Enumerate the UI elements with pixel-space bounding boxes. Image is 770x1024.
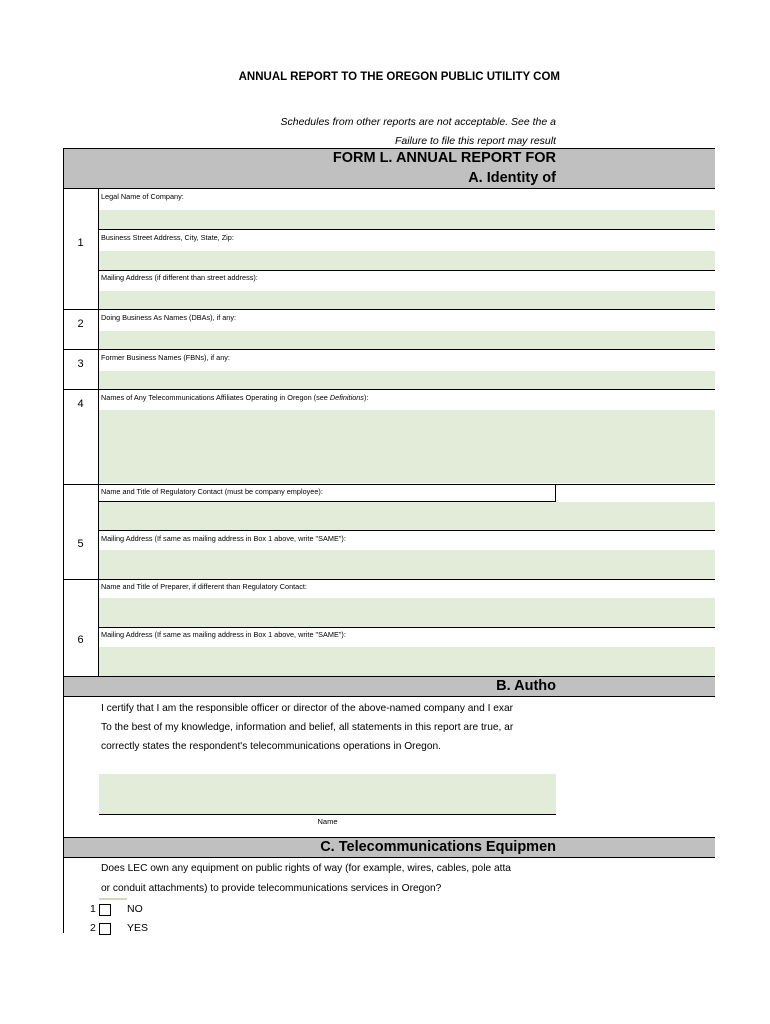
fbn-input[interactable] [99,371,715,389]
equipment-question-line-2: or conduit attachments) to provide telecommunications services in Oregon? [101,883,442,894]
report-title: ANNUAL REPORT TO THE OREGON PUBLIC UTILITY COM [238,71,560,83]
no-checkbox[interactable] [99,904,111,916]
yes-label: YES [127,922,149,934]
no-label: NO [127,903,143,915]
field-label-preparer-mailing: Mailing Address (If same as mailing address in Box 1 above, write "SAME"): [101,630,346,639]
header-note-2: Failure to file this report may result [394,135,556,147]
row-number-3: 3 [77,358,84,370]
option-number-2: 2 [90,922,96,934]
dba-input[interactable] [99,331,715,349]
row-divider [63,389,715,390]
header-note-1: Schedules from other reports are not acceptable. See the a [280,116,556,128]
signature-line [99,814,556,815]
preparer-input[interactable] [99,598,715,627]
row-divider [63,309,715,310]
field-label-legal-name: Legal Name of Company: [101,192,184,201]
certification-line-2: To the best of my knowledge, information and belief, all statements in this report are true, ar [101,722,514,733]
row-divider [63,484,715,485]
yes-checkbox[interactable] [99,923,111,935]
field-label-contact-mailing: Mailing Address (If same as mailing address in Box 1 above, write "SAME"): [101,534,346,543]
regulatory-contact-input[interactable] [99,502,715,530]
section-b-title: B. Autho [496,678,556,694]
certification-line-1: I certify that I am the responsible officer or director of the above-named company and I exar [101,703,514,714]
left-border [63,189,64,933]
field-label-fbn: Former Business Names (FBNs), if any: [101,353,230,362]
divider [99,530,715,531]
field-label-preparer: Name and Title of Preparer, if different than Regulatory Contact: [101,582,307,591]
option-number-1: 1 [90,903,96,915]
row-divider [63,349,715,350]
affiliates-input[interactable] [99,410,715,483]
signature-name-input[interactable] [99,774,556,814]
row-number-6: 6 [77,634,84,646]
row-number-4: 4 [77,398,84,410]
mailing-address-input[interactable] [99,291,715,310]
row-number-2: 2 [77,318,84,330]
street-address-input[interactable] [99,251,715,270]
divider [99,270,715,271]
divider [555,484,556,502]
section-a-title: A. Identity of [468,170,556,186]
legal-name-input[interactable] [99,210,715,229]
form-title: FORM L. ANNUAL REPORT FOR [332,150,556,166]
divider [99,627,715,628]
field-label-street-address: Business Street Address, City, State, Zip: [101,233,234,242]
equipment-question-line-1: Does LEC own any equipment on public rights of way (for example, wires, cables, pole atta [101,863,511,874]
divider [99,229,715,230]
field-label-affiliates: Names of Any Telecommunications Affiliates Operating in Oregon (see Definitions): [101,393,369,402]
divider [99,898,127,900]
field-label-dba: Doing Business As Names (DBAs), if any: [101,313,237,322]
field-label-regulatory-contact: Name and Title of Regulatory Contact (must be company employee): [101,487,323,496]
field-label-mailing-address: Mailing Address (if different than street address): [101,273,258,282]
row-number-5: 5 [77,538,84,550]
section-c-title: C. Telecommunications Equipmen [320,839,556,855]
contact-mailing-input[interactable] [99,550,715,579]
name-label: Name [317,817,338,826]
row-number-1: 1 [77,237,84,249]
preparer-mailing-input[interactable] [99,647,715,676]
certification-line-3: correctly states the respondent's telecommunications operations in Oregon. [101,741,442,752]
row-divider [63,579,715,580]
